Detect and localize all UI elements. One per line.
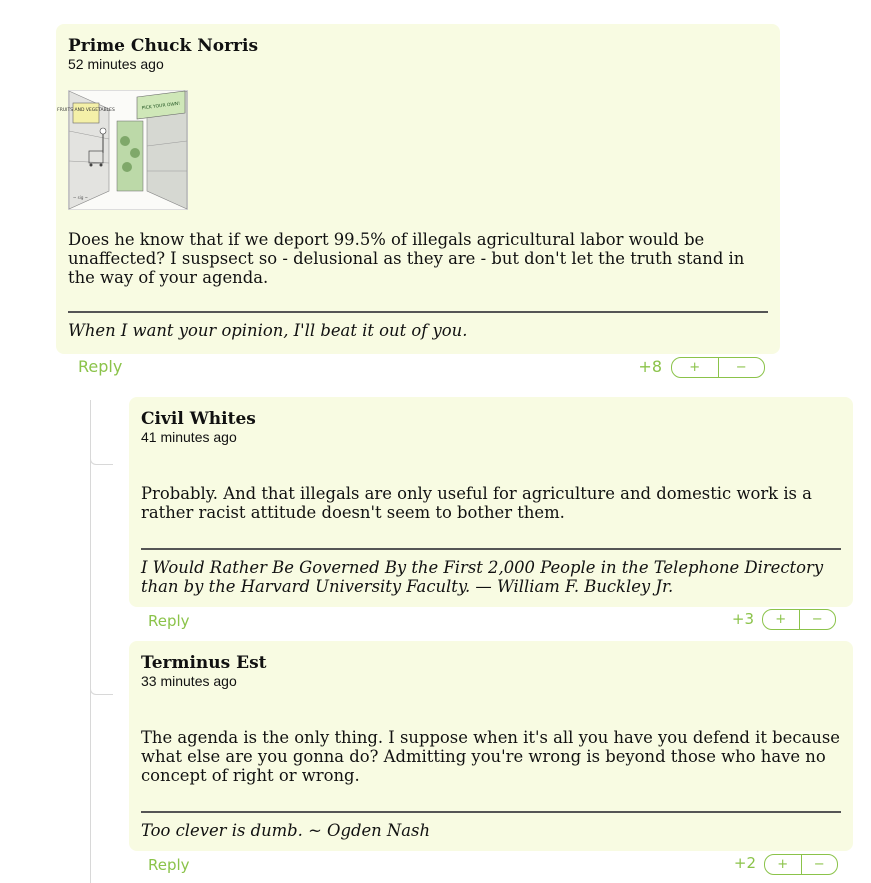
sign-right-text: PICK YOUR OWN! — [141, 101, 181, 112]
vote-score: +2 — [733, 854, 756, 872]
comment-image[interactable] — [57, 90, 188, 210]
downvote-button[interactable]: − — [799, 610, 836, 629]
comment-card — [129, 397, 853, 607]
signature-divider — [68, 311, 768, 313]
upvote-button[interactable]: + — [775, 612, 787, 627]
comment-timestamp[interactable]: 33 minutes ago — [141, 673, 237, 689]
signature-divider — [141, 548, 841, 550]
thread-elbow — [90, 400, 113, 465]
comment-author[interactable]: Civil Whites — [141, 409, 256, 429]
comment-timestamp[interactable]: 41 minutes ago — [141, 429, 237, 445]
downvote-button[interactable]: − — [801, 855, 838, 874]
comment-timestamp[interactable]: 52 minutes ago — [68, 56, 164, 72]
signature-divider — [141, 811, 841, 813]
cartoon-illustration — [57, 91, 187, 209]
comment-signature: Too clever is dumb. ~ Ogden Nash — [141, 821, 431, 840]
vote-score: +3 — [731, 610, 754, 628]
comment-body: Does he know that if we deport 99.5% of illegals agricultural labor would be unaffected? I suspsect so - delusional as they are - but don't let the truth stand in the way of your agenda. — [68, 230, 745, 287]
upvote-button[interactable]: + — [777, 857, 789, 872]
reply-button[interactable]: Reply — [78, 357, 123, 376]
upvote-button[interactable]: + — [689, 360, 701, 375]
vote-score: +8 — [638, 357, 662, 376]
thread-elbow — [90, 630, 113, 695]
comment-signature: I Would Rather Be Governed By the First 2,000 People in the Telephone Directory than by the Harvard University Faculty. — William F. Buckley Jr. — [141, 558, 824, 596]
vote-control — [671, 357, 765, 378]
comment-signature: When I want your opinion, I'll beat it out of you. — [68, 321, 468, 340]
comment-card — [129, 641, 853, 851]
reply-button[interactable]: Reply — [148, 856, 190, 874]
comment-card — [56, 24, 780, 354]
comment-body: Probably. And that illegals are only useful for agriculture and domestic work is a rather racist attitude doesn't seem to bother them. — [141, 484, 812, 522]
svg-text:~ sig ~: ~ sig ~ — [73, 195, 88, 200]
vote-control — [762, 609, 836, 630]
vote-control — [764, 854, 838, 875]
sign-left-text: FRUITS AND VEGETABLES — [57, 108, 115, 113]
comment-author[interactable]: Terminus Est — [141, 653, 267, 673]
comment-body: The agenda is the only thing. I suppose when it's all you have you defend it because what else are you gonna do? Admitting you're wrong is beyond those who have no concept of right or wrong. — [141, 728, 840, 785]
comment-author[interactable]: Prime Chuck Norris — [68, 36, 259, 56]
reply-button[interactable]: Reply — [148, 612, 190, 630]
downvote-button[interactable]: − — [718, 358, 765, 377]
